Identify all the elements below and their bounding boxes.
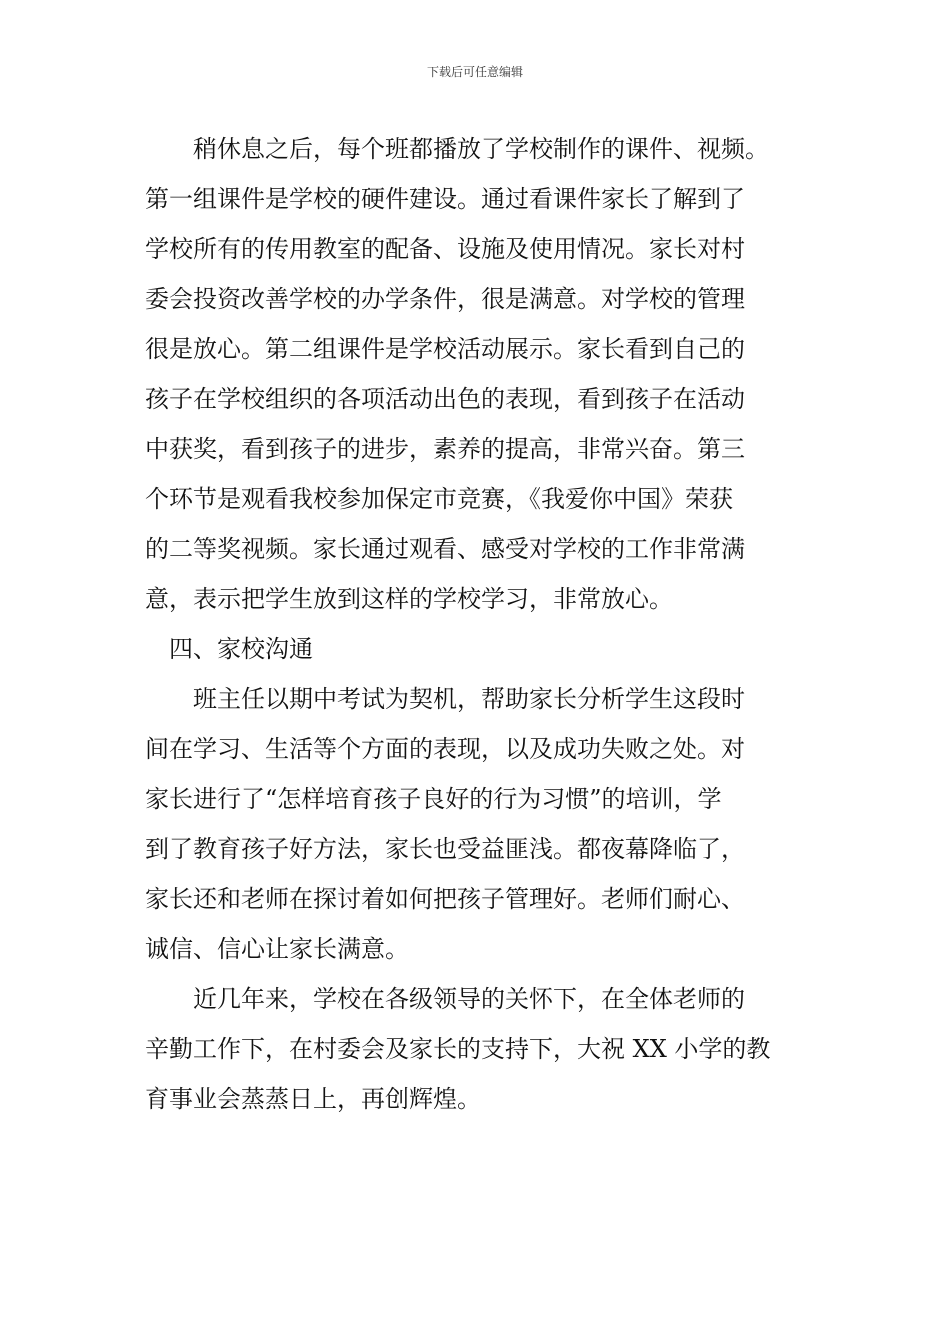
paragraph-line: 第一组课件是学校的硬件建设。通过看课件家长了解到了	[145, 185, 745, 213]
paragraph-line: 孩子在学校组织的各项活动出色的表现，看到孩子在活动	[145, 385, 745, 413]
paragraph-line: 稍休息之后，每个班都播放了学校制作的课件、视频。	[193, 135, 769, 163]
paragraph-line: 中获奖，看到孩子的进步，素养的提高，非常兴奋。第三	[145, 435, 745, 463]
paragraph-line: 意，表示把学生放到这样的学校学习，非常放心。	[145, 585, 673, 613]
paragraph-line: 很是放心。第二组课件是学校活动展示。家长看到自己的	[145, 335, 745, 363]
page-header: 下载后可任意编辑	[426, 65, 523, 79]
paragraph-line: 近几年来，学校在各级领导的关怀下，在全体老师的	[193, 985, 745, 1013]
paragraph-line: 到了教育孩子好方法，家长也受益匪浅。都夜幕降临了，	[145, 835, 745, 863]
paragraph-line: 个环节是观看我校参加保定市竞赛，《我爱你中国》荣获	[145, 485, 733, 513]
document-body	[145, 124, 817, 1124]
paragraph-line: 辛勤工作下，在村委会及家长的支持下，大祝 XX 小学的教	[145, 1035, 771, 1063]
paragraph-line: 诚信、信心让家长满意。	[145, 935, 409, 963]
paragraph-line: 家长进行了“怎样培育孩子良好的行为习惯”的培训，学	[145, 785, 722, 813]
section-heading: 四、家校沟通	[169, 635, 313, 663]
paragraph-line: 家长还和老师在探讨着如何把孩子管理好。老师们耐心、	[145, 885, 745, 913]
paragraph-line: 学校所有的传用教室的配备、设施及使用情况。家长对村	[145, 235, 745, 263]
paragraph-line: 的二等奖视频。家长通过观看、感受对学校的工作非常满	[145, 535, 745, 563]
paragraph-line: 班主任以期中考试为契机，帮助家长分析学生这段时	[193, 685, 745, 713]
paragraph-line: 间在学习、生活等个方面的表现，以及成功失败之处。对	[145, 735, 745, 763]
paragraph-line: 育事业会蒸蒸日上，再创辉煌。	[145, 1085, 481, 1113]
paragraph-line: 委会投资改善学校的办学条件，很是满意。对学校的管理	[145, 285, 745, 313]
